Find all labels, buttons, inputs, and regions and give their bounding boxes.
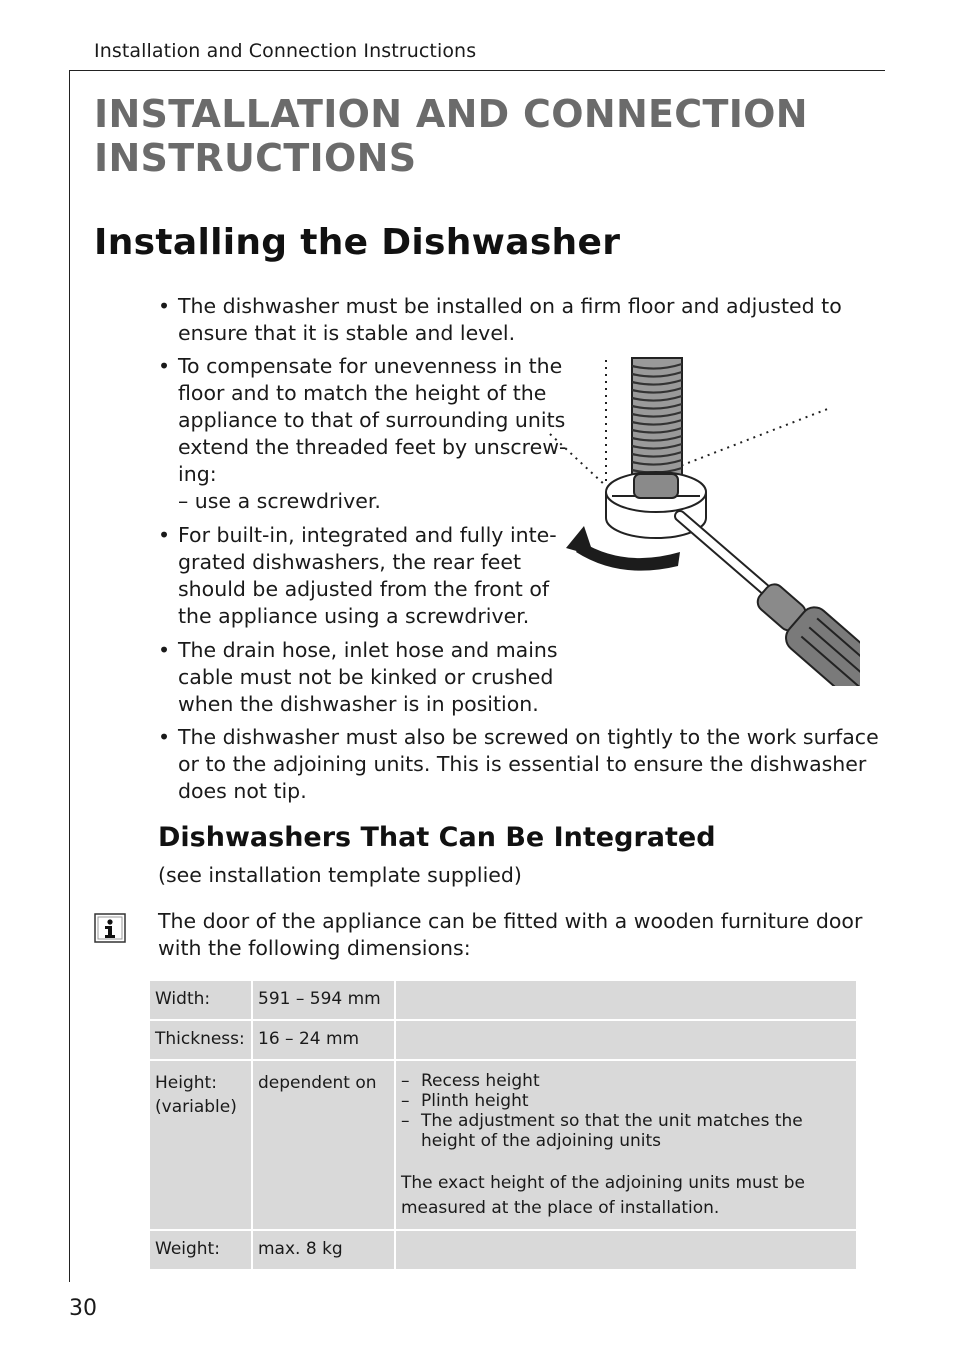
bullet-line: The dishwasher must also be screwed on tightly to the work surface (178, 725, 879, 749)
bullet-line: ing: (178, 462, 217, 486)
table-value-cell: 591 – 594 mm (252, 980, 395, 1020)
table-row (149, 1020, 857, 1060)
table-row (149, 1230, 857, 1270)
bullet-line: floor and to match the height of the (178, 381, 547, 405)
bullet-line: – use a screwdriver. (178, 489, 381, 513)
dash-marker: – (401, 1091, 410, 1111)
dimensions-table (148, 979, 858, 1271)
detail-list-text: Recess height (421, 1071, 540, 1091)
bullet-marker: • (158, 725, 171, 749)
bullet-line: appliance to that of surrounding units (178, 408, 566, 432)
bullet-line: the appliance using a screwdriver. (178, 604, 530, 628)
bullet-line: when the dishwasher is in position. (178, 692, 539, 716)
bullet-line: The dishwasher must be installed on a firm floor and adjusted to (178, 294, 842, 318)
running-header: Installation and Connection Instructions (94, 40, 477, 62)
bullet-line: The drain hose, inlet hose and mains (178, 638, 558, 662)
bullet-marker: • (158, 294, 171, 318)
bullet-marker: • (158, 354, 171, 378)
info-text-line: with the following dimensions: (158, 936, 471, 960)
table-value-cell: max. 8 kg (252, 1230, 395, 1270)
table-detail-cell (395, 1020, 857, 1060)
table-row (149, 1060, 857, 1230)
detail-list-item (401, 1111, 850, 1151)
bullet-line: ensure that it is stable and level. (178, 321, 516, 345)
subsection-title: Dishwashers That Can Be Integrated (158, 822, 716, 853)
table-label-cell: Thickness: (149, 1020, 252, 1060)
bullet-line: extend the threaded feet by unscrew- (178, 435, 567, 459)
table-label-cell: Width: (149, 980, 252, 1020)
section-title-line: INSTALLATION AND CONNECTION (94, 92, 808, 136)
detail-list-item (401, 1071, 850, 1091)
detail-list-text: Plinth height (421, 1091, 529, 1111)
table-label-line: (variable) (155, 1097, 237, 1117)
detail-list-item (401, 1091, 850, 1111)
table-detail-cell (395, 1230, 857, 1270)
dash-marker: – (401, 1071, 410, 1091)
header-rule (69, 70, 885, 71)
detail-note: The exact height of the adjoining units must be measured at the place of installation. (401, 1173, 805, 1218)
margin-rule (69, 70, 70, 1282)
bullet-line: does not tip. (178, 779, 307, 803)
screwdriver-foot-illustration (540, 356, 860, 686)
section-title (94, 92, 854, 180)
bullet-line: grated dishwashers, the rear feet (178, 550, 522, 574)
table-detail-cell (395, 980, 857, 1020)
bullet-line: cable must not be kinked or crushed (178, 665, 554, 689)
dash-marker: – (401, 1111, 410, 1131)
table-value-cell: dependent on (252, 1060, 395, 1230)
subsection-note: (see installation template supplied) (158, 863, 522, 887)
info-text-line: The door of the appliance can be fitted with a wooden furniture door (158, 909, 863, 933)
bullet-line: For built-in, integrated and fully inte- (178, 523, 557, 547)
section-title-line: INSTRUCTIONS (94, 136, 417, 180)
page-number: 30 (69, 1296, 97, 1321)
page-title: Installing the Dishwasher (94, 222, 621, 263)
bullet-line: should be adjusted from the front of (178, 577, 550, 601)
info-i-icon (94, 913, 126, 943)
table-label-cell: Weight: (149, 1230, 252, 1270)
bullet-line: To compensate for unevenness in the (178, 354, 563, 378)
table-value-cell: 16 – 24 mm (252, 1020, 395, 1060)
bullet-line: or to the adjoining units. This is essential to ensure the dishwasher (178, 752, 867, 776)
table-detail-cell (395, 1060, 857, 1230)
table-row (149, 980, 857, 1020)
bullet-marker: • (158, 523, 171, 547)
info-text (158, 908, 863, 962)
detail-list-text: The adjustment so that the unit matches the height of the adjoining units (421, 1111, 803, 1151)
table-label-cell (149, 1060, 252, 1230)
table-label-line: Height: (155, 1073, 217, 1093)
bullet-marker: • (158, 638, 171, 662)
